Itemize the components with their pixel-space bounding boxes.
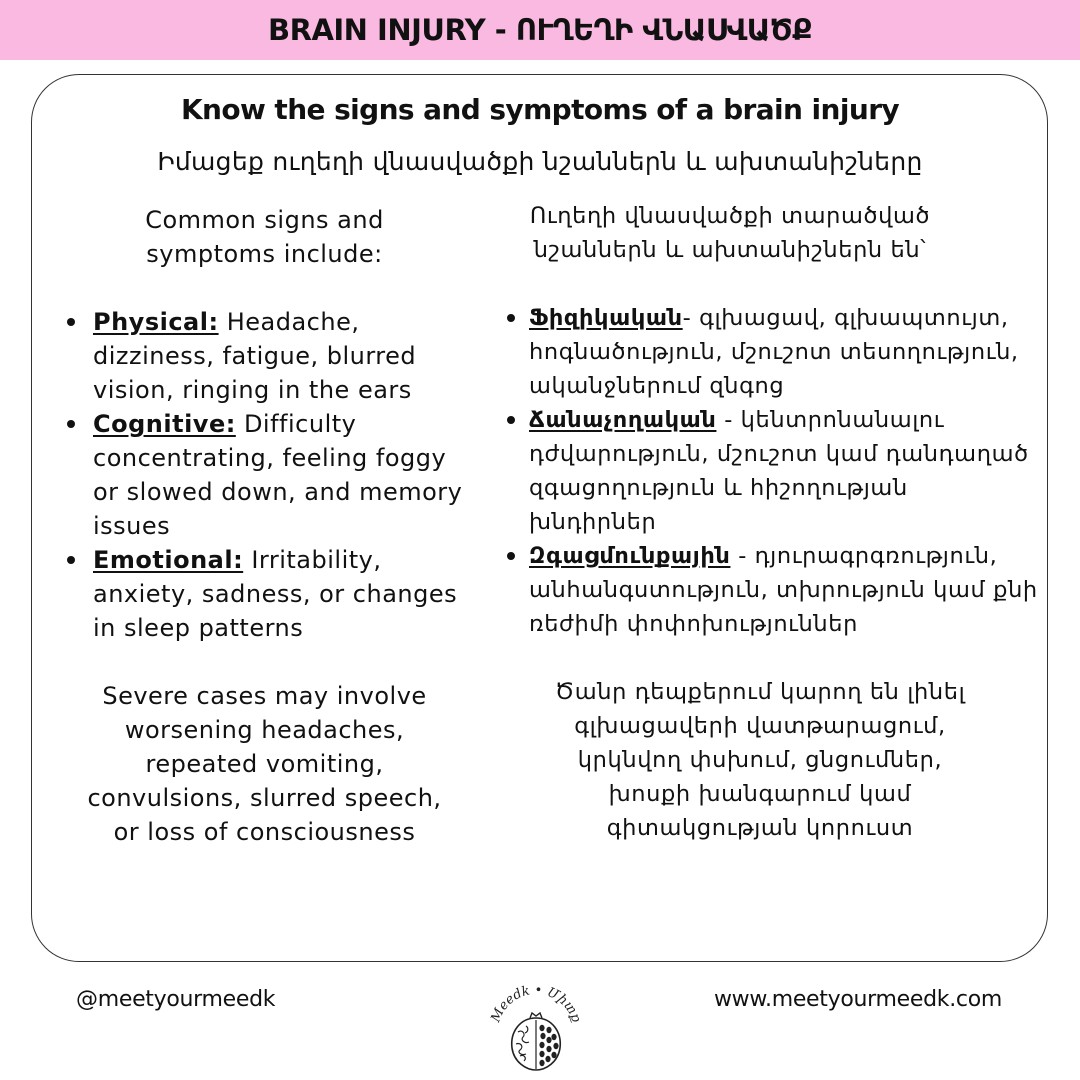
armenian-column (500, 199, 1040, 845)
severe-line: գիտակցության կորուստ (606, 815, 914, 841)
symptom-category: Ճանաչողական (529, 407, 717, 433)
bullet-icon (507, 416, 515, 424)
english-symptom-list (52, 305, 477, 645)
symptom-description: - գլխացավ, գլխապտույտ, հոգնածություն, մշուշոտ տեսողություն, ականջներում զնգոց (529, 305, 1019, 399)
symptom-description: Headache, dizziness, fatigue, blurred vision, ringing in the ears (93, 308, 417, 404)
website-link[interactable]: www.meetyourmeedk.com (713, 987, 1002, 1012)
bullet-icon (67, 420, 75, 428)
english-intro (52, 203, 477, 271)
bullet-icon (67, 318, 75, 326)
list-item (93, 407, 477, 543)
armenian-intro-line: Ուղեղի վնասվածքի տարածված (529, 203, 931, 229)
severe-line: convulsions, slurred speech, (87, 784, 442, 812)
card-subheading: Իմացեք ուղեղի վնասվածքի նշաններն և ախտանիշները (157, 147, 923, 176)
symptom-description: Difficulty concentrating, feeling foggy or slowed down, and memory issues (93, 410, 463, 540)
logo-text: Meedk • Միտք (488, 982, 584, 1025)
armenian-severe-cases (500, 675, 1020, 845)
list-item (529, 301, 1040, 403)
severe-line: խոսքի խանգարում կամ (608, 781, 912, 807)
symptom-category: Cognitive: (93, 410, 236, 438)
symptom-description: Irritability, anxiety, sadness, or changes in sleep patterns (93, 546, 458, 642)
english-severe-cases (52, 679, 477, 849)
severe-line: Ծանր դեպքերում կարող են լինել (554, 679, 966, 705)
english-intro-line: Common signs and (145, 206, 384, 234)
severe-line: կրկնվող փսխում, ցնցումներ, (577, 747, 943, 773)
symptom-description: - կենտրոնանալու դժվարություն, մշուշոտ կամ դանդաղած զգացողություն և հիշողության խնդիրներ (529, 407, 1029, 535)
bullet-icon (507, 314, 515, 322)
svg-text:Meedk • Միտք (488, 983, 583, 1026)
symptom-category: Ֆիզիկական (529, 305, 683, 331)
severe-line: or loss of consciousness (113, 818, 416, 846)
title-banner (0, 0, 1080, 60)
english-intro-line: symptoms include: (146, 240, 383, 268)
symptom-description: - դյուրագրգռություն, անհանգստություն, տխրություն կամ քնի ռեժիմի փոփոխություններ (529, 543, 1038, 637)
severe-line: գլխացավերի վատթարացում, (574, 713, 946, 739)
social-handle[interactable]: @meetyourmeedk (76, 987, 276, 1012)
english-column (52, 203, 477, 849)
brain-pomegranate-icon (484, 970, 588, 1074)
severe-line: Severe cases may involve (102, 682, 427, 710)
list-item (93, 305, 477, 407)
bullet-icon (67, 556, 75, 564)
armenian-intro-line: նշաններն և ախտանիշներն են՝ (533, 237, 927, 263)
symptom-category: Physical: (93, 308, 219, 336)
severe-line: repeated vomiting, (145, 750, 384, 778)
severe-line: worsening headaches, (124, 716, 405, 744)
list-item (93, 543, 477, 645)
symptom-category: Emotional: (93, 546, 244, 574)
list-item (529, 403, 1040, 539)
armenian-intro (500, 199, 960, 267)
banner-title: BRAIN INJURY - ՈՒՂԵՂԻ ՎՆԱՍՎԱԾՔ (268, 13, 812, 47)
armenian-symptom-list (500, 301, 1040, 641)
list-item (529, 539, 1040, 641)
bullet-icon (507, 552, 515, 560)
card-heading: Know the signs and symptoms of a brain injury (180, 93, 900, 126)
symptom-category: Զգացմունքային (529, 543, 731, 569)
